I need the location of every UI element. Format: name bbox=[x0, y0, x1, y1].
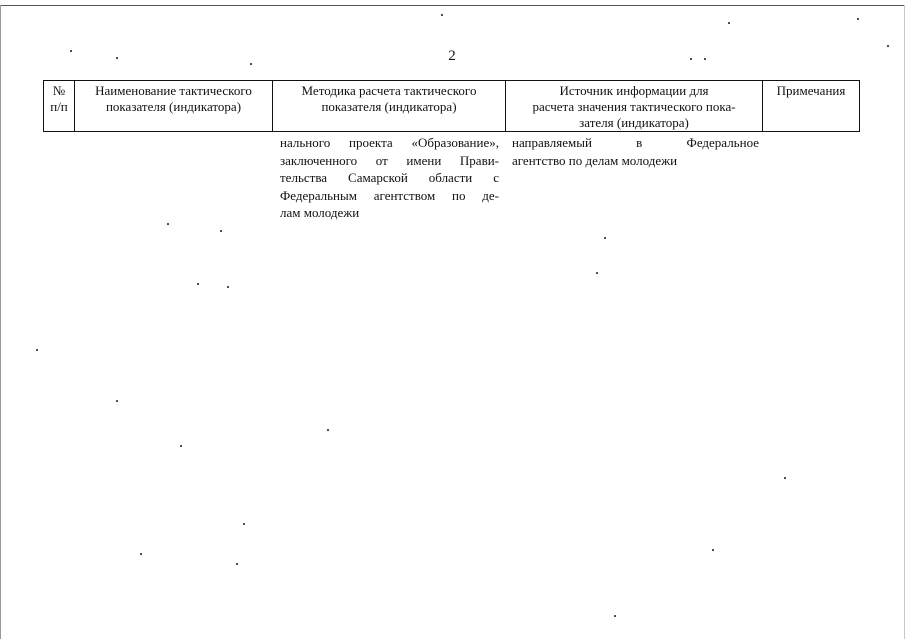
scan-speck bbox=[690, 58, 692, 60]
scan-speck bbox=[614, 615, 616, 617]
source-text-line: направляемый в Федеральное bbox=[512, 135, 759, 150]
header-line: Наименование тактического bbox=[95, 83, 252, 98]
source-text-line: агентство по делам молодежи bbox=[512, 152, 678, 168]
scan-left-edge bbox=[0, 5, 1, 639]
scan-speck bbox=[728, 22, 730, 24]
header-line: Примечания bbox=[776, 83, 846, 98]
header-line: расчета значения тактического пока- bbox=[532, 99, 736, 114]
header-source-column bbox=[506, 81, 763, 132]
header-line: зателя (индикатора) bbox=[579, 115, 689, 130]
scan-speck bbox=[116, 57, 118, 59]
scan-speck bbox=[712, 549, 714, 551]
header-line: п/п bbox=[50, 99, 68, 114]
scan-speck bbox=[327, 429, 329, 431]
scan-speck bbox=[604, 237, 606, 239]
method-text-line: тельства Самарской области с bbox=[280, 170, 499, 185]
scan-speck bbox=[250, 63, 252, 65]
header-method-column bbox=[273, 81, 506, 132]
scan-speck bbox=[887, 45, 889, 47]
scan-speck bbox=[704, 58, 706, 60]
method-text-line: нального проекта «Образование», bbox=[280, 135, 499, 150]
page-number: 2 bbox=[448, 48, 456, 64]
scan-speck bbox=[180, 445, 182, 447]
source-continuation-text bbox=[512, 134, 759, 169]
scan-speck bbox=[116, 400, 118, 402]
header-number-column bbox=[44, 81, 75, 132]
scan-speck bbox=[220, 230, 222, 232]
scan-speck bbox=[227, 286, 229, 288]
scan-speck bbox=[243, 523, 245, 525]
table-header-row bbox=[44, 81, 860, 132]
scan-top-edge bbox=[0, 5, 905, 6]
header-name-column bbox=[75, 81, 273, 132]
scan-speck bbox=[784, 477, 786, 479]
header-line: Методика расчета тактического bbox=[301, 83, 477, 98]
scan-speck bbox=[596, 272, 598, 274]
method-text-line: лам молодежи bbox=[280, 205, 360, 220]
header-line: показателя (индикатора) bbox=[105, 99, 242, 114]
method-text-line: заключенного от имени Прави- bbox=[280, 152, 499, 168]
header-line: Источник информации для bbox=[559, 83, 709, 98]
scan-speck bbox=[140, 553, 142, 555]
scan-speck bbox=[236, 563, 238, 565]
header-notes-column bbox=[763, 81, 860, 132]
indicator-table-header bbox=[43, 80, 860, 132]
scan-speck bbox=[167, 223, 169, 225]
scan-speck bbox=[197, 283, 199, 285]
method-continuation-text bbox=[280, 134, 499, 222]
method-text-line: Федеральным агентством по де- bbox=[280, 187, 499, 203]
header-line: № bbox=[52, 83, 66, 98]
scan-speck bbox=[70, 50, 72, 52]
scan-speck bbox=[36, 349, 38, 351]
header-line: показателя (индикатора) bbox=[321, 99, 457, 114]
scan-speck bbox=[441, 14, 443, 16]
scan-speck bbox=[857, 18, 859, 20]
